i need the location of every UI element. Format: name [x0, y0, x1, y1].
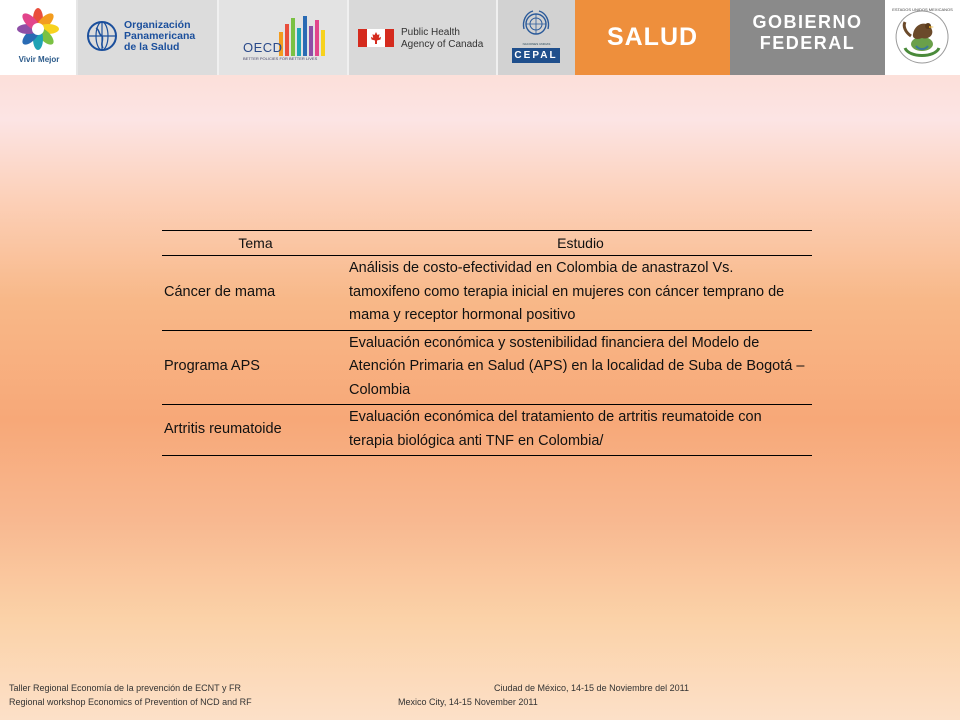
un-caption: NACIONES UNIDAS: [522, 42, 551, 46]
gobierno-line: GOBIERNO: [752, 12, 863, 32]
salud-wordmark: SALUD: [606, 23, 699, 51]
mexico-seal-logo: [885, 0, 960, 75]
oecd-bars-icon: [279, 16, 327, 56]
phac-name: [401, 27, 483, 51]
column-header-estudio: Estudio: [349, 231, 812, 256]
table-row: [162, 405, 812, 456]
ops-logo: [78, 0, 219, 75]
row-estudio-cell: Evaluación económica del tratamiento de artritis reumatoide con terapia biológica anti TNF en Colombia/: [349, 405, 812, 456]
studies-table: [162, 230, 812, 456]
row-estudio-cell: Evaluación económica y sostenibilidad financiera del Modelo de Atención Primaria en Salud (APS) en la localidad de Suba de Bogotá – Colombia: [349, 330, 812, 405]
footer-workshop-es: Taller Regional Economía de la prevención de ECNT y FR: [9, 683, 241, 693]
footer-date-es: Ciudad de México, 14-15 de Noviembre del 2011: [494, 683, 689, 693]
row-tema-cell: Programa APS: [162, 330, 349, 405]
oecd-wordmark: OECD: [243, 40, 283, 55]
federal-line: FEDERAL: [759, 33, 856, 53]
mexico-coat-of-arms-icon: [891, 6, 953, 68]
table-row: [162, 330, 812, 405]
ops-name-line-1: Organización: [124, 19, 191, 31]
mexico-seal-caption: ESTADOS UNIDOS MEXICANOS: [892, 7, 953, 12]
row-estudio-cell: Análisis de costo-efectividad en Colombia de anastrazol Vs. tamoxifeno como terapia inicial en mujeres con cáncer temprano de mama y receptor hormonal positivo: [349, 256, 812, 331]
ops-name-line-3: de la Salud: [124, 41, 180, 53]
logo-header: [0, 0, 960, 75]
cepal-wordmark: CEPAL: [512, 48, 560, 63]
un-emblem-icon: [521, 9, 551, 39]
gobierno-federal-wordmark: [730, 12, 885, 54]
ops-globe-icon: [86, 20, 118, 52]
vivir-mejor-logo: [0, 0, 78, 75]
table-header-row: [162, 231, 812, 256]
vivir-mejor-star-icon: [17, 8, 59, 50]
footer-workshop-en: Regional workshop Economics of Prevention of NCD and RF: [9, 697, 252, 707]
ops-name: [124, 20, 216, 53]
footer-date-en: Mexico City, 14-15 November 2011: [398, 697, 538, 707]
row-tema-cell: Artritis reumatoide: [162, 405, 349, 456]
phac-name-line-2: Agency of Canada: [401, 39, 484, 50]
slide-footer: [0, 680, 960, 716]
studies-table-container: [162, 230, 812, 456]
column-header-tema: Tema: [162, 231, 349, 256]
gobierno-federal-logo: [730, 0, 885, 75]
salud-logo: [575, 0, 730, 75]
phac-name-line-1: Public Health: [401, 27, 460, 38]
cepal-logo: [498, 0, 575, 75]
oecd-logo: [219, 0, 349, 75]
canada-flag-icon: [358, 29, 394, 47]
table-row: [162, 256, 812, 331]
vivir-mejor-label: Vivir Mejor: [18, 55, 60, 64]
phac-logo: [349, 0, 498, 75]
row-tema-cell: Cáncer de mama: [162, 256, 349, 331]
ops-name-line-2: Panamericana: [124, 30, 196, 42]
oecd-tagline: BETTER POLICIES FOR BETTER LIVES: [243, 56, 318, 61]
